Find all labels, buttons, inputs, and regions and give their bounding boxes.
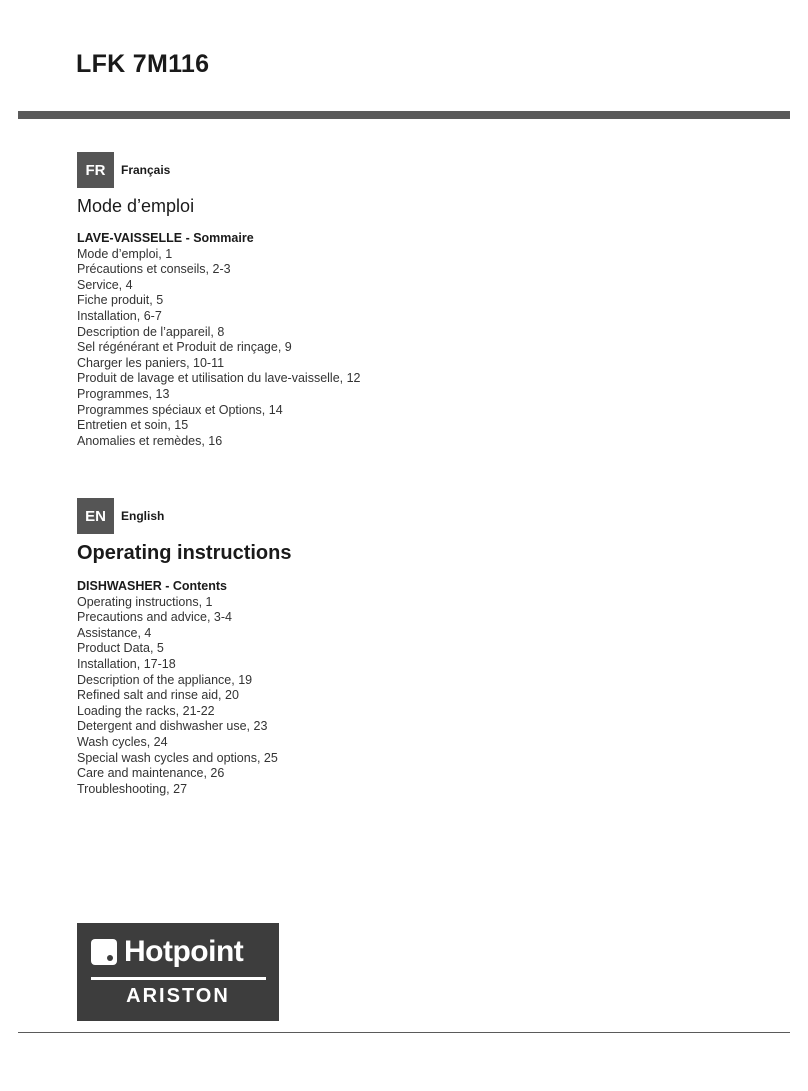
language-badge-en: EN (77, 498, 114, 534)
section-title-en: Operating instructions (77, 542, 292, 564)
contents-header-en: DISHWASHER - Contents (77, 579, 227, 593)
logo-divider (91, 977, 266, 980)
toc-item: Anomalies et remèdes, 16 (77, 433, 223, 448)
brand-logo (77, 923, 279, 1021)
toc-item: Operating instructions, 1 (77, 594, 213, 609)
toc-item: Product Data, 5 (77, 641, 164, 656)
toc-item: Troubleshooting, 27 (77, 781, 188, 796)
language-name-en: English (121, 509, 165, 523)
toc-item: Sel régénérant et Produit de rinçage, 9 (77, 340, 292, 355)
language-badge-fr: FR (77, 152, 114, 188)
section-title-fr: Mode d’emploi (77, 196, 195, 216)
toc-item: Programmes spéciaux et Options, 14 (77, 402, 283, 417)
toc-item: Programmes, 13 (77, 386, 170, 401)
logo-sub-brand-text: ARISTON (126, 985, 230, 1007)
language-header-en (77, 498, 727, 534)
toc-item: Refined salt and rinse aid, 20 (77, 688, 239, 703)
toc-list-fr (77, 247, 727, 450)
contents-header-fr: LAVE-VAISSELLE - Sommaire (77, 231, 254, 245)
toc-item: Wash cycles, 24 (77, 734, 168, 749)
toc-item: Special wash cycles and options, 25 (77, 750, 278, 765)
hotpoint-mark-icon (91, 939, 117, 965)
toc-item: Assistance, 4 (77, 625, 152, 640)
toc-item: Precautions and advice, 3-4 (77, 610, 232, 625)
toc-item: Charger les paniers, 10-11 (77, 355, 225, 370)
toc-item: Fiche produit, 5 (77, 293, 164, 308)
toc-item: Loading the racks, 21-22 (77, 703, 215, 718)
logo-top-row (91, 937, 243, 967)
toc-item: Mode d’emploi, 1 (77, 246, 173, 261)
toc-item: Detergent and dishwasher use, 23 (77, 719, 268, 734)
bottom-divider (18, 1032, 790, 1033)
toc-item: Installation, 6-7 (77, 308, 162, 323)
language-header-fr (77, 152, 727, 188)
section-french (77, 152, 727, 449)
toc-item: Care and maintenance, 26 (77, 766, 225, 781)
toc-list-en (77, 595, 727, 798)
top-divider (18, 111, 790, 119)
toc-item: Produit de lavage et utilisation du lave-vaisselle, 12 (77, 371, 361, 386)
language-name-fr: Français (121, 163, 171, 177)
model-title: LFK 7M116 (76, 50, 210, 78)
section-english (77, 498, 727, 797)
logo-brand-text: Hotpoint (124, 935, 244, 968)
toc-item: Précautions et conseils, 2-3 (77, 262, 231, 277)
toc-item: Description of the appliance, 19 (77, 672, 253, 687)
toc-item: Entretien et soin, 15 (77, 418, 189, 433)
toc-item: Installation, 17-18 (77, 656, 176, 671)
toc-item: Service, 4 (77, 277, 133, 292)
toc-item: Description de l’appareil, 8 (77, 324, 225, 339)
